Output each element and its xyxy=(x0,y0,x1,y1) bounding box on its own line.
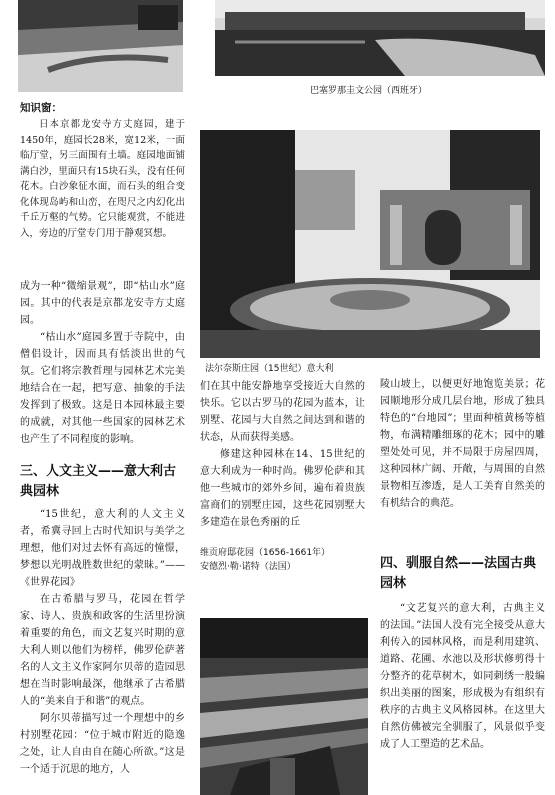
paragraph: 在古希腊与罗马，花园在哲学家、诗人、贵族和政客的生活里扮演着重要的角色，而文艺复兴时期的意大利人则以他们为榜样，佛罗伦萨著名的人文主义作家阿尔贝蒂的造园思想在当时影响最深，他继承了古希腊人的“美来自于和谐”的观点。 xyxy=(20,594,185,707)
photo-caption: 法尔奈斯庄园（15世纪）意大利 xyxy=(205,364,334,374)
photo-caption-author: 安德烈·勒·诺特（法国） xyxy=(200,562,296,572)
column-3 xyxy=(380,376,545,753)
paragraph: “文艺复兴的意大利，古典主义的法国。”法国人没有完全接受从意大利传入的园林风格，而是利用建筑、道路、花圃、水池以及形状修剪得十分整齐的花草树木，如同刺绣一般编织出美丽的图案，形成极为有组织有秩序的古典主义风格园林。在这里大自然仿佛被完全驯服了，风景似乎变成了人工塑造的艺术品。 xyxy=(380,603,545,750)
column-1 xyxy=(20,278,185,778)
section-heading: 三、人文主义——意大利古典园林 xyxy=(20,464,177,499)
paragraph: 修建这种园林在14、15世纪的意大利成为一种时尚。佛罗伦萨和其他一些城市的郊外乡间，遍布着贵族富商们的别墅庄园，这些花园别墅大多建造在景色秀丽的丘 xyxy=(200,449,365,528)
garden-photo-villa xyxy=(200,130,540,358)
paragraph: 陵山坡上，以便更好地饱览美景；花园顺地形分成几层台地，形成了独具特色的“台地园”；里面种植黄杨等植物，布满精雕细琢的花木；园中的雕塑处处可见，并不局限于房屋四周，这种园林广阔、开敞，与周围的自然景物相互渗透，是人工美育自然美的有机结合的典范。 xyxy=(380,379,545,509)
knowledge-body: 日本京都龙安寺方丈庭园，建于1450年，庭园长28米，宽12米，一面临厅堂，另三面围有土墙。庭园地面铺满白沙，里面只有15块石头，没有任何花木。白沙象征水面，而石头的组合变化体现岛屿和山峦，在咫尺之内幻化出千丘万壑的气势。它只能观赏，不能进入，旁边的厅堂专门用于静观冥想。 xyxy=(20,119,185,239)
column-2 xyxy=(200,378,365,531)
knowledge-box xyxy=(20,100,185,241)
garden-photo-vaux xyxy=(200,618,368,795)
paragraph: 成为一种“微缩景观”，即“枯山水”庭园。其中的代表是京都龙安寺方丈庭园。 xyxy=(20,281,185,326)
photo-caption: 维贡府邸花园（1656-1661年） xyxy=(200,548,331,558)
paragraph: 们在其中能安静地享受接近大自然的快乐。它以古罗马的花园为蓝本，让别墅、花园与大自然之间达到和谐的状态，从而获得美感。 xyxy=(200,381,365,443)
quote: “15世纪，意大利的人文主义者，希冀寻回上古时代知识与美学之理想，他们对过去怀有高远的憧憬，梦想以光明战胜数世纪的蒙昧。”——《世界花园》 xyxy=(20,509,185,588)
garden-photo-top-left xyxy=(18,0,183,92)
photo-caption: 巴塞罗那圭文公园（西班牙） xyxy=(310,86,428,96)
paragraph: “枯山水”庭园多置于寺院中，由僧侣设计，因而具有恬淡出世的气氛。它们将宗教哲理与园林艺术完美地结合在一起，把写意、抽象的手法发挥到了极致。这是日本园林最主要的成就，对其他一些国家的园林艺术也产生了不同程度的影响。 xyxy=(20,332,185,445)
knowledge-title: 知识窗： xyxy=(20,102,62,114)
paragraph: 阿尔贝蒂描写过一个理想中的乡村别墅花园：“位于城市附近的隐逸之处，让人自由自在随心所欲。”这是一个适于沉思的地方，人 xyxy=(20,713,185,775)
garden-photo-top-right xyxy=(215,0,545,76)
section-heading: 四、驯服自然——法国古典园林 xyxy=(380,556,537,591)
